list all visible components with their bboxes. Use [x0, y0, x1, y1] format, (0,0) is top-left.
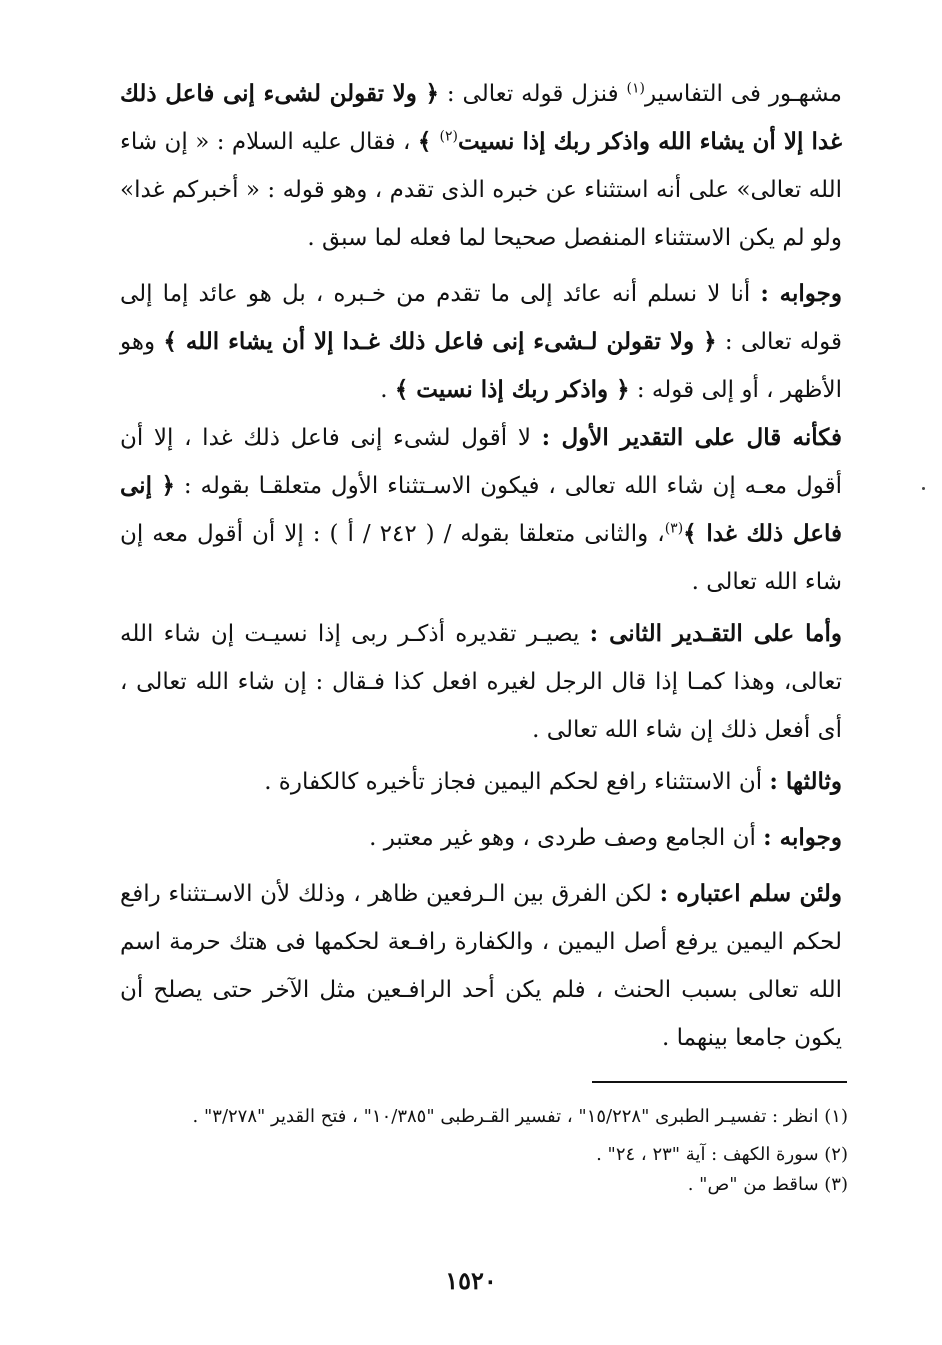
text-run: ، والثانى متعلقا بقوله / ( ٢٤٢ / أ ) : إلا أن أقول معه إن شاء الله تعالى .: [120, 521, 842, 595]
paragraph-lead: وجوابه :: [763, 824, 842, 851]
page-number: ١٥٢٠: [445, 1266, 497, 1295]
footnote-ref-1[interactable]: (١): [626, 80, 645, 97]
text-run: مشهـور فى التفاسير: [644, 81, 843, 107]
text-run: أن الاستثناء رافع لحكم اليمين فجاز تأخيره كالكفارة .: [264, 769, 770, 795]
main-text-block: [120, 758, 842, 806]
paragraph-5: [120, 758, 842, 806]
footnote-ref-2[interactable]: (٢): [439, 128, 458, 145]
paragraph-6: [120, 814, 842, 862]
paragraph-lead: وجوابه :: [760, 280, 842, 307]
main-text-block: [120, 70, 842, 262]
main-text-block: [120, 414, 842, 606]
paragraph-lead: ولئن سلم اعتباره :: [659, 880, 843, 907]
quote-bracket: ﴾: [417, 128, 440, 155]
text-run: .: [380, 377, 395, 403]
paragraph-2: [120, 270, 842, 414]
text-run: ، فقال عليه السلام : « إن شاء الله تعالى» على أنه استثناء عن خبره الذى تقدم ، وهو قوله : « أخبركم غدا» ولو لم يكن الاستثناء المنفصل صحيحا لما فعله لما سبق .: [120, 129, 842, 251]
footnote-1: (١) انظر : تفسيـر الطبرى "١٥/٢٢٨" ، تفسير القـرطبى "١٠/٣٨٥" ، فتح القدير "٣/٢٧٨" .: [192, 1106, 848, 1127]
text-run: لكن الفرق بين الـرفعين ظاهر ، وذلك لأن الاسـتثناء رافع لحكم اليمين يرفع أصل اليمين ، والكفارة رافـعة لحكمها فى هتك حرمة اسم الله تعالى بسبب الحنث ، فلم يكن أحد الرافـعين مثل الآخر حتى يصلح أن يكون جامعا بينهما .: [120, 881, 842, 1051]
paragraph-7: [120, 870, 842, 1062]
text-run: أنا لا نسلم أنه عائد إلى ما تقدم من خـبره ، بل هو عائد إما إلى قوله تعالى :: [120, 281, 842, 355]
text-run: فنزل قوله تعالى :: [439, 81, 627, 107]
text-run: وهو الأظهر ، أو إلى قوله :: [120, 329, 842, 403]
margin-speck: [922, 487, 925, 490]
paragraph-3: [120, 414, 842, 606]
paragraph-lead: وثالثها :: [769, 768, 842, 795]
paragraph-lead: وأما على التقـدير الثانى :: [589, 620, 842, 647]
quran-quote: ﴿ ولا تقولن لشىء إنى فاعل ذلك غدا إلا أن يشاء الله واذكر ربك إذا نسيت: [120, 80, 843, 155]
paragraph-4: [120, 610, 842, 754]
quran-quote: ﴿ إنى فاعل ذلك غدا ﴾: [120, 472, 842, 547]
main-text-block: [120, 814, 842, 862]
text-run: يصيـر تقديره أذكـر ربى إذا نسيـت إن شاء الله تعالى، وهذا كمـا إذا قال الرجل لغيره افعل كذا فـقال : إن شاء الله تعالى ، أى أفعل ذلك إن شاء الله تعالى .: [120, 621, 842, 743]
footnotes: [130, 1102, 848, 1200]
main-text-block: [120, 270, 842, 414]
paragraph-1: [120, 70, 842, 262]
footnote-2: (٢) سورة الكهف : آية "٢٣ ، ٢٤" .: [596, 1144, 848, 1165]
main-text-block: [120, 610, 842, 754]
main-text-block: [120, 870, 842, 1062]
text-run: أن الجامع وصف طردى ، وهو غير معتبر .: [369, 825, 764, 851]
quran-quote: ﴿ ولا تقولن لـشىء إنى فاعل ذلك غـدا إلا أن يشاء الله ﴾: [163, 328, 717, 355]
footnote-ref-3[interactable]: (٣): [664, 520, 684, 537]
paragraph-lead: فكأنه قال على التقدير الأول :: [541, 424, 842, 451]
footnote-divider: [592, 1081, 847, 1083]
text-run: لا أقول لشىء إنى فاعل ذلك غدا ، إلا أن أقول معـه إن شاء الله تعالى ، فيكون الاسـتثناء الأول متعلقـا بقوله :: [120, 425, 842, 499]
quran-quote: ﴿ واذكر ربك إذا نسيت ﴾: [394, 376, 630, 403]
footnote-3: (٣) ساقط من "ص" .: [687, 1174, 848, 1195]
